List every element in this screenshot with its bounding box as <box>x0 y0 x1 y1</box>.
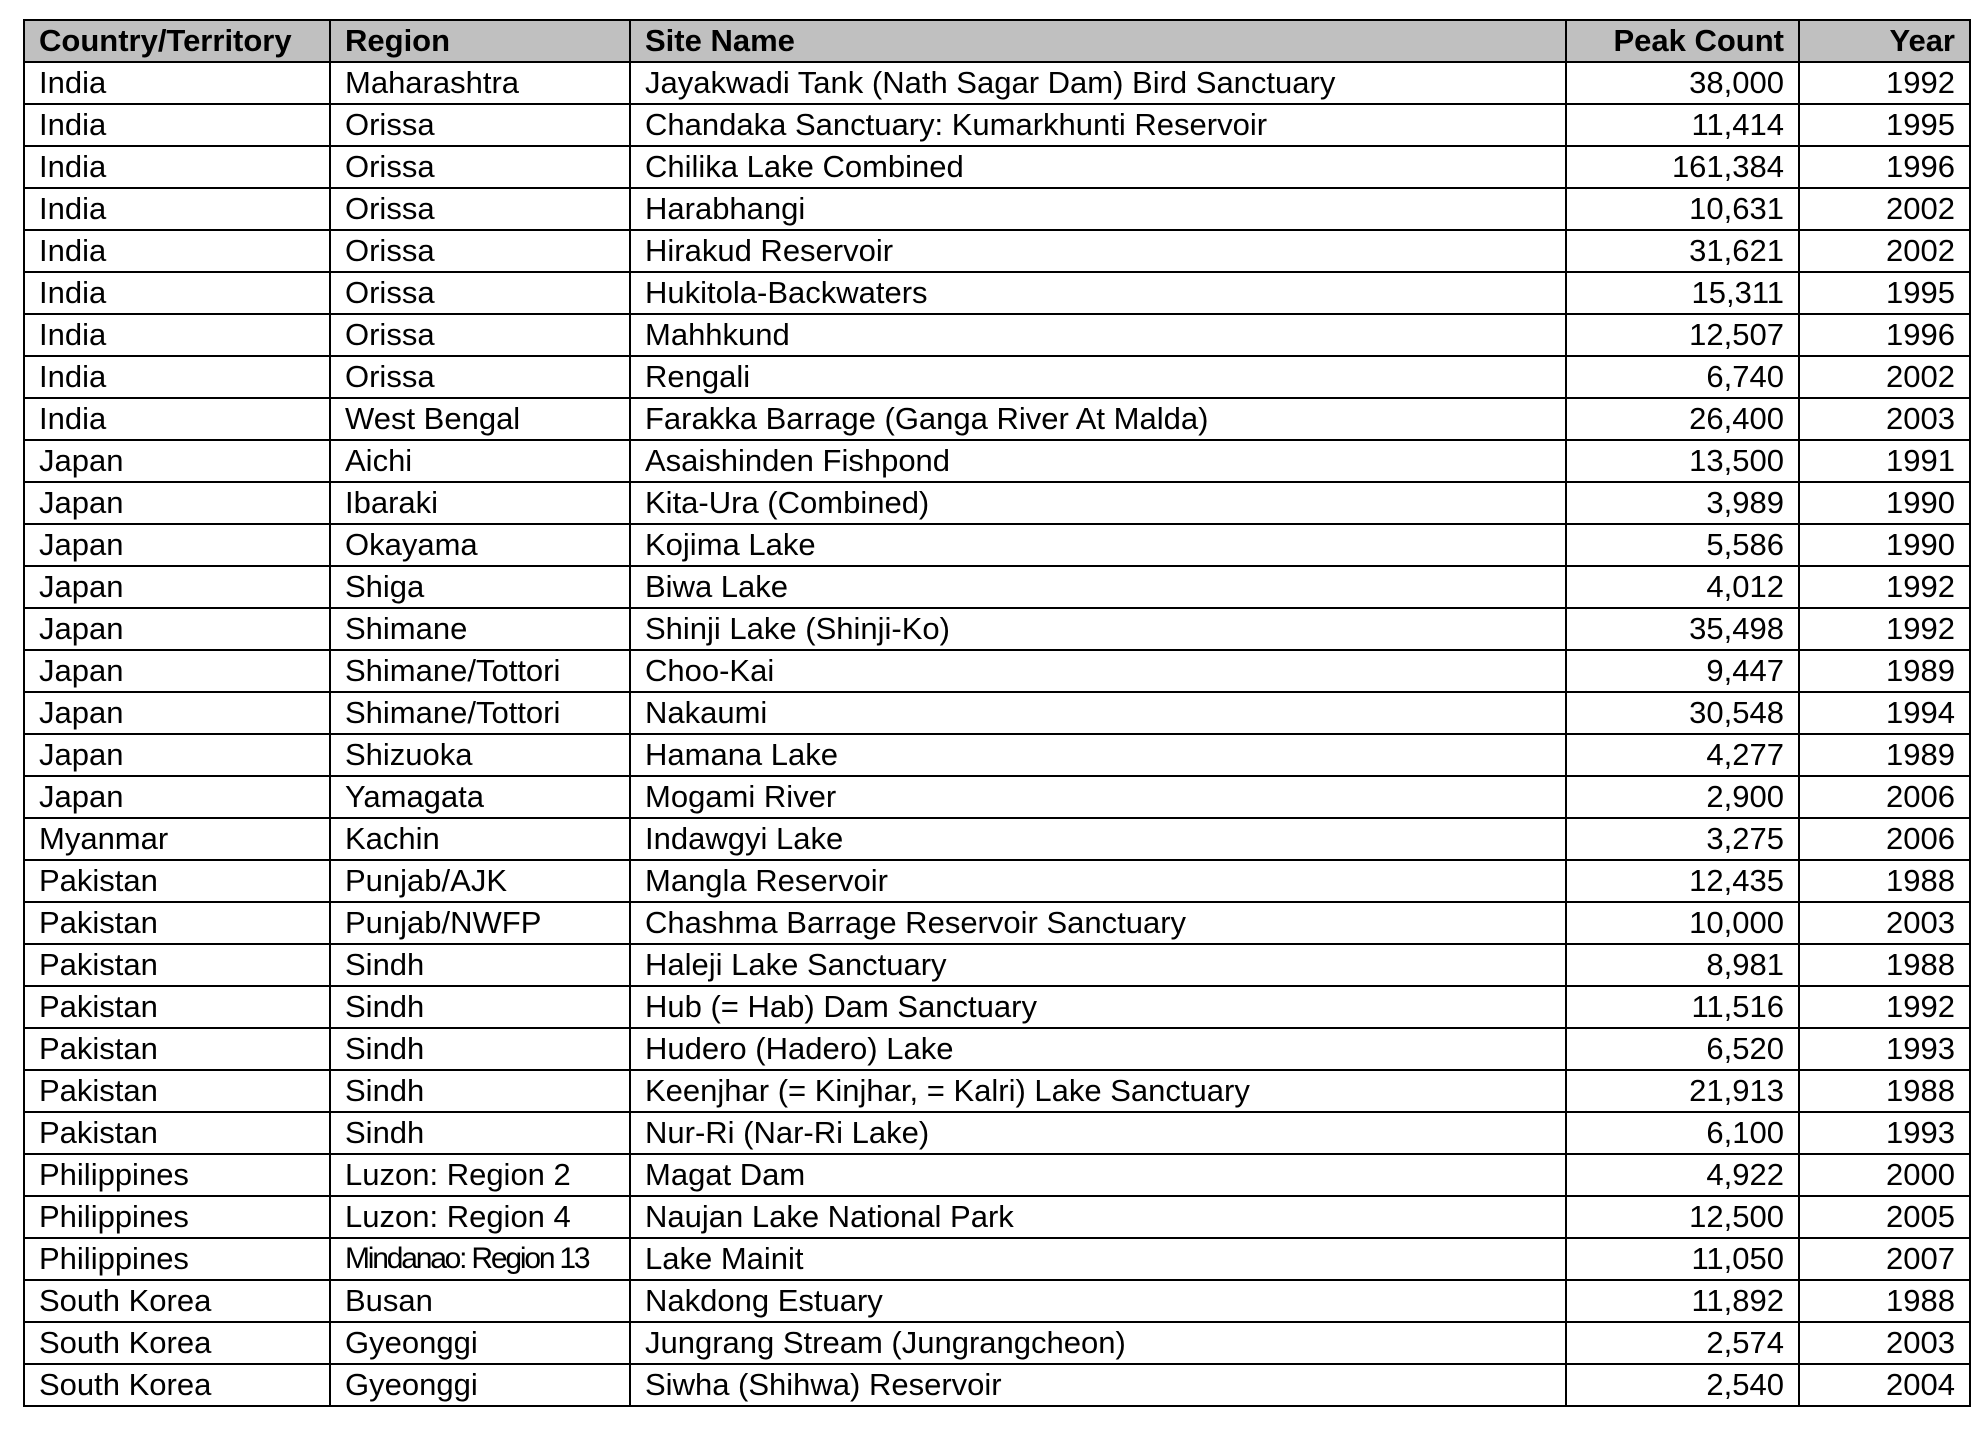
cell-year: 1992 <box>1799 608 1970 650</box>
table-row <box>24 692 1970 734</box>
cell-region: Luzon: Region 4 <box>330 1196 630 1238</box>
cell-country: Japan <box>24 650 330 692</box>
cell-year: 2006 <box>1799 818 1970 860</box>
table-row <box>24 230 1970 272</box>
cell-peak-count: 11,414 <box>1566 104 1799 146</box>
cell-region: Orissa <box>330 188 630 230</box>
table-row <box>24 356 1970 398</box>
table-row <box>24 1196 1970 1238</box>
cell-year: 1992 <box>1799 986 1970 1028</box>
cell-year: 2005 <box>1799 1196 1970 1238</box>
cell-country: India <box>24 62 330 104</box>
cell-year: 1989 <box>1799 734 1970 776</box>
cell-site-name: Naujan Lake National Park <box>630 1196 1566 1238</box>
table-row <box>24 314 1970 356</box>
cell-peak-count: 26,400 <box>1566 398 1799 440</box>
cell-country: Philippines <box>24 1196 330 1238</box>
cell-site-name: Magat Dam <box>630 1154 1566 1196</box>
cell-country: Pakistan <box>24 1112 330 1154</box>
cell-country: India <box>24 146 330 188</box>
cell-site-name: Biwa Lake <box>630 566 1566 608</box>
cell-year: 1992 <box>1799 62 1970 104</box>
cell-country: Pakistan <box>24 986 330 1028</box>
table-row <box>24 1322 1970 1364</box>
table-header <box>24 20 1970 62</box>
cell-region: Shiga <box>330 566 630 608</box>
cell-country: Philippines <box>24 1154 330 1196</box>
cell-site-name: Mahhkund <box>630 314 1566 356</box>
cell-peak-count: 2,574 <box>1566 1322 1799 1364</box>
header-row <box>24 20 1970 62</box>
cell-peak-count: 161,384 <box>1566 146 1799 188</box>
cell-site-name: Hudero (Hadero) Lake <box>630 1028 1566 1070</box>
cell-year: 1988 <box>1799 860 1970 902</box>
cell-region: Sindh <box>330 986 630 1028</box>
table-row <box>24 524 1970 566</box>
cell-region: Punjab/AJK <box>330 860 630 902</box>
header-region: Region <box>330 20 630 62</box>
cell-country: Japan <box>24 566 330 608</box>
cell-year: 1993 <box>1799 1028 1970 1070</box>
cell-year: 1989 <box>1799 650 1970 692</box>
table-row <box>24 650 1970 692</box>
cell-country: India <box>24 398 330 440</box>
cell-country: Pakistan <box>24 1070 330 1112</box>
cell-site-name: Harabhangi <box>630 188 1566 230</box>
cell-country: Japan <box>24 734 330 776</box>
cell-site-name: Lake Mainit <box>630 1238 1566 1280</box>
cell-region: Sindh <box>330 944 630 986</box>
cell-peak-count: 11,050 <box>1566 1238 1799 1280</box>
cell-region: Shimane/Tottori <box>330 692 630 734</box>
cell-year: 2003 <box>1799 398 1970 440</box>
cell-peak-count: 12,507 <box>1566 314 1799 356</box>
cell-country: Japan <box>24 524 330 566</box>
cell-site-name: Asaishinden Fishpond <box>630 440 1566 482</box>
cell-year: 2000 <box>1799 1154 1970 1196</box>
cell-country: India <box>24 356 330 398</box>
cell-year: 1994 <box>1799 692 1970 734</box>
cell-year: 1996 <box>1799 146 1970 188</box>
table-row <box>24 188 1970 230</box>
cell-region: Yamagata <box>330 776 630 818</box>
cell-country: India <box>24 188 330 230</box>
header-site-name: Site Name <box>630 20 1566 62</box>
cell-site-name: Indawgyi Lake <box>630 818 1566 860</box>
cell-region: Gyeonggi <box>330 1364 630 1406</box>
cell-country: India <box>24 104 330 146</box>
cell-country: Japan <box>24 482 330 524</box>
cell-peak-count: 6,520 <box>1566 1028 1799 1070</box>
cell-site-name: Chilika Lake Combined <box>630 146 1566 188</box>
cell-year: 2007 <box>1799 1238 1970 1280</box>
site-table <box>23 19 1971 1407</box>
cell-peak-count: 4,922 <box>1566 1154 1799 1196</box>
cell-country: South Korea <box>24 1322 330 1364</box>
cell-region: Shimane/Tottori <box>330 650 630 692</box>
cell-country: Japan <box>24 692 330 734</box>
table-row <box>24 860 1970 902</box>
cell-region: Sindh <box>330 1028 630 1070</box>
cell-year: 1992 <box>1799 566 1970 608</box>
cell-peak-count: 6,740 <box>1566 356 1799 398</box>
cell-site-name: Jungrang Stream (Jungrangcheon) <box>630 1322 1566 1364</box>
table-body <box>24 62 1970 1406</box>
table-row <box>24 1154 1970 1196</box>
cell-year: 2004 <box>1799 1364 1970 1406</box>
cell-region: Okayama <box>330 524 630 566</box>
cell-region: West Bengal <box>330 398 630 440</box>
cell-peak-count: 11,892 <box>1566 1280 1799 1322</box>
cell-site-name: Choo-Kai <box>630 650 1566 692</box>
cell-site-name: Nur-Ri (Nar-Ri Lake) <box>630 1112 1566 1154</box>
table-row <box>24 146 1970 188</box>
cell-peak-count: 30,548 <box>1566 692 1799 734</box>
table-row <box>24 1070 1970 1112</box>
cell-peak-count: 2,540 <box>1566 1364 1799 1406</box>
cell-year: 1991 <box>1799 440 1970 482</box>
cell-country: Japan <box>24 608 330 650</box>
cell-peak-count: 31,621 <box>1566 230 1799 272</box>
cell-country: Japan <box>24 776 330 818</box>
cell-year: 1993 <box>1799 1112 1970 1154</box>
cell-peak-count: 3,989 <box>1566 482 1799 524</box>
cell-country: South Korea <box>24 1280 330 1322</box>
cell-site-name: Mangla Reservoir <box>630 860 1566 902</box>
table-row <box>24 440 1970 482</box>
cell-site-name: Hukitola-Backwaters <box>630 272 1566 314</box>
cell-region: Ibaraki <box>330 482 630 524</box>
cell-site-name: Hub (= Hab) Dam Sanctuary <box>630 986 1566 1028</box>
table-row <box>24 944 1970 986</box>
cell-year: 2002 <box>1799 356 1970 398</box>
cell-site-name: Keenjhar (= Kinjhar, = Kalri) Lake Sanctuary <box>630 1070 1566 1112</box>
cell-region: Sindh <box>330 1112 630 1154</box>
cell-site-name: Mogami River <box>630 776 1566 818</box>
cell-year: 2003 <box>1799 902 1970 944</box>
cell-country: Philippines <box>24 1238 330 1280</box>
cell-region: Sindh <box>330 1070 630 1112</box>
header-peak-count: Peak Count <box>1566 20 1799 62</box>
cell-peak-count: 4,277 <box>1566 734 1799 776</box>
cell-region: Punjab/NWFP <box>330 902 630 944</box>
table-row <box>24 1364 1970 1406</box>
cell-year: 1988 <box>1799 1070 1970 1112</box>
cell-peak-count: 6,100 <box>1566 1112 1799 1154</box>
cell-region: Maharashtra <box>330 62 630 104</box>
table-row <box>24 398 1970 440</box>
cell-peak-count: 3,275 <box>1566 818 1799 860</box>
cell-site-name: Farakka Barrage (Ganga River At Malda) <box>630 398 1566 440</box>
cell-site-name: Nakdong Estuary <box>630 1280 1566 1322</box>
cell-year: 1990 <box>1799 482 1970 524</box>
cell-peak-count: 5,586 <box>1566 524 1799 566</box>
cell-region: Busan <box>330 1280 630 1322</box>
cell-peak-count: 10,000 <box>1566 902 1799 944</box>
cell-peak-count: 10,631 <box>1566 188 1799 230</box>
cell-region: Luzon: Region 2 <box>330 1154 630 1196</box>
cell-peak-count: 13,500 <box>1566 440 1799 482</box>
cell-country: India <box>24 272 330 314</box>
table-row <box>24 608 1970 650</box>
cell-site-name: Rengali <box>630 356 1566 398</box>
cell-site-name: Siwha (Shihwa) Reservoir <box>630 1364 1566 1406</box>
table-row <box>24 902 1970 944</box>
cell-peak-count: 12,435 <box>1566 860 1799 902</box>
table-row <box>24 1112 1970 1154</box>
table-row <box>24 566 1970 608</box>
cell-site-name: Hamana Lake <box>630 734 1566 776</box>
cell-country: Pakistan <box>24 860 330 902</box>
cell-peak-count: 11,516 <box>1566 986 1799 1028</box>
header-country: Country/Territory <box>24 20 330 62</box>
cell-peak-count: 35,498 <box>1566 608 1799 650</box>
cell-year: 1995 <box>1799 104 1970 146</box>
cell-region: Orissa <box>330 272 630 314</box>
cell-country: Myanmar <box>24 818 330 860</box>
cell-site-name: Kita-Ura (Combined) <box>630 482 1566 524</box>
table-row <box>24 272 1970 314</box>
cell-region: Aichi <box>330 440 630 482</box>
cell-region: Mindanao: Region 13 <box>330 1238 630 1280</box>
cell-site-name: Jayakwadi Tank (Nath Sagar Dam) Bird Sanctuary <box>630 62 1566 104</box>
table-row <box>24 482 1970 524</box>
cell-year: 1995 <box>1799 272 1970 314</box>
cell-peak-count: 2,900 <box>1566 776 1799 818</box>
cell-region: Gyeonggi <box>330 1322 630 1364</box>
table-row <box>24 1280 1970 1322</box>
cell-site-name: Hirakud Reservoir <box>630 230 1566 272</box>
cell-peak-count: 12,500 <box>1566 1196 1799 1238</box>
cell-peak-count: 15,311 <box>1566 272 1799 314</box>
cell-region: Orissa <box>330 356 630 398</box>
cell-site-name: Haleji Lake Sanctuary <box>630 944 1566 986</box>
cell-peak-count: 21,913 <box>1566 1070 1799 1112</box>
cell-year: 2006 <box>1799 776 1970 818</box>
cell-year: 1988 <box>1799 1280 1970 1322</box>
cell-year: 1988 <box>1799 944 1970 986</box>
cell-site-name: Kojima Lake <box>630 524 1566 566</box>
cell-peak-count: 4,012 <box>1566 566 1799 608</box>
cell-region: Orissa <box>330 230 630 272</box>
cell-site-name: Chandaka Sanctuary: Kumarkhunti Reservoir <box>630 104 1566 146</box>
cell-site-name: Shinji Lake (Shinji-Ko) <box>630 608 1566 650</box>
cell-country: India <box>24 314 330 356</box>
cell-peak-count: 38,000 <box>1566 62 1799 104</box>
table-row <box>24 776 1970 818</box>
cell-region: Shimane <box>330 608 630 650</box>
cell-year: 2002 <box>1799 230 1970 272</box>
header-year: Year <box>1799 20 1970 62</box>
cell-country: Pakistan <box>24 902 330 944</box>
cell-region: Orissa <box>330 314 630 356</box>
cell-country: South Korea <box>24 1364 330 1406</box>
cell-country: India <box>24 230 330 272</box>
cell-site-name: Nakaumi <box>630 692 1566 734</box>
cell-year: 2002 <box>1799 188 1970 230</box>
cell-year: 1996 <box>1799 314 1970 356</box>
cell-country: Pakistan <box>24 1028 330 1070</box>
cell-region: Kachin <box>330 818 630 860</box>
table-row <box>24 62 1970 104</box>
cell-region: Orissa <box>330 104 630 146</box>
cell-region: Orissa <box>330 146 630 188</box>
cell-region: Shizuoka <box>330 734 630 776</box>
table-row <box>24 986 1970 1028</box>
table-row <box>24 818 1970 860</box>
cell-year: 2003 <box>1799 1322 1970 1364</box>
cell-country: Japan <box>24 440 330 482</box>
table-row <box>24 104 1970 146</box>
table-row <box>24 1028 1970 1070</box>
cell-peak-count: 8,981 <box>1566 944 1799 986</box>
table-row <box>24 1238 1970 1280</box>
cell-site-name: Chashma Barrage Reservoir Sanctuary <box>630 902 1566 944</box>
cell-peak-count: 9,447 <box>1566 650 1799 692</box>
table-row <box>24 734 1970 776</box>
cell-country: Pakistan <box>24 944 330 986</box>
cell-year: 1990 <box>1799 524 1970 566</box>
